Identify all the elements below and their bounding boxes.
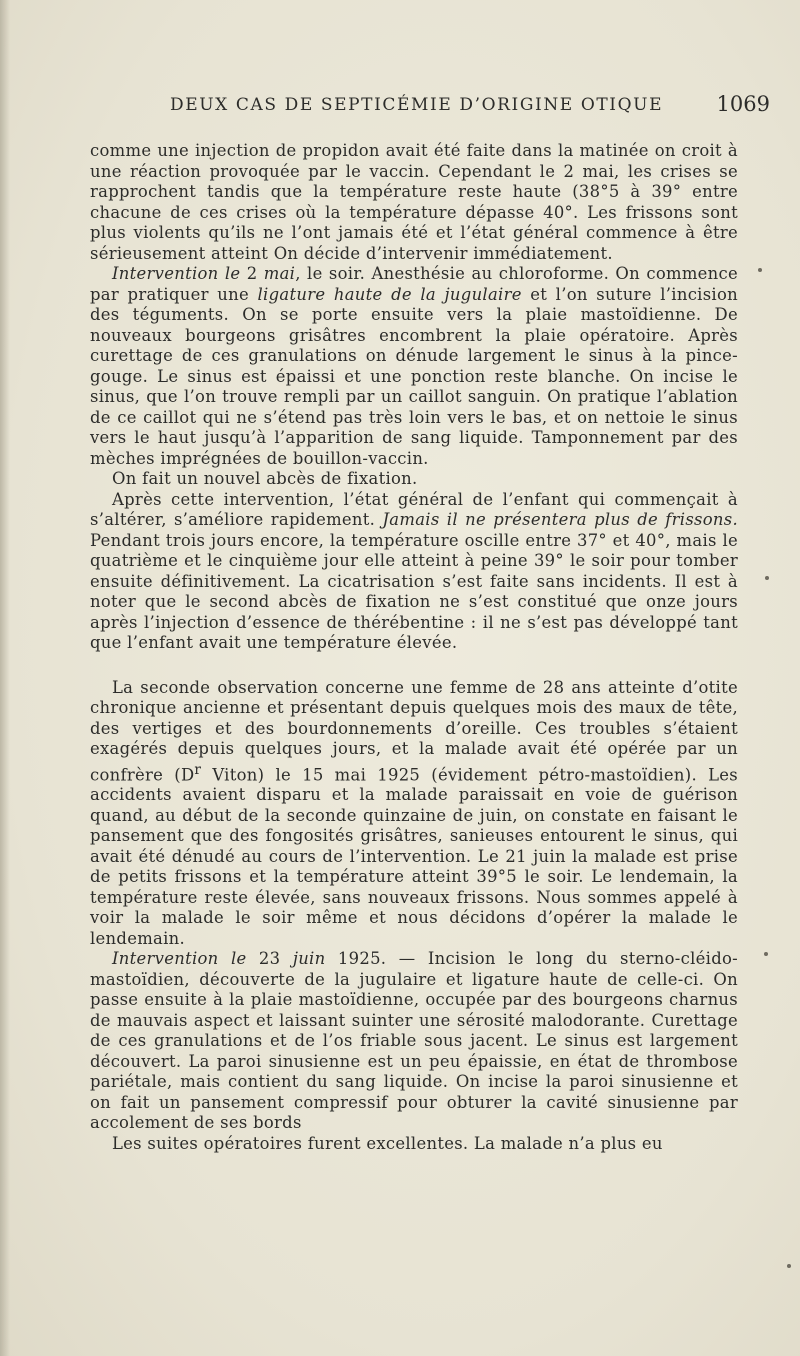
paragraph-4-text-a: Après cette intervention, l’état général de l’enfant qui commençait à s’altérer, s’améliore rapidement. [90,489,738,529]
page-number: 1069 [716,92,770,116]
doctor-superscript: r [194,761,202,778]
intervention-month-2: juin [292,949,326,969]
paragraph-5-text-b: Viton) le 15 mai 1925 (évidement pétro-mastoïdien). Les accidents avaient disparu et la malade paraissait en voie de guérison quand, au début de la seconde quinzaine de juin, on constate en faisant le pansement que des fongosités grisâtres, sanieuses entourent le sinus, qui avait été dénudé au cours de l’intervention. Le 21 juin la malade est prise de petits frissons et la température atteint 39°5 le soir. Le lendemain, la température reste élevée, sans nouveaux frissons. Nous sommes appelé à voir la malade le soir même et nous décidons d’opérer la malade le lendemain. [90,764,738,948]
intervention-heading: Intervention le [112,264,241,283]
paragraph-4-text-c: Pendant trois jours encore, la température oscille entre 37° et 40°, mais le quatrième et le cinquième jour elle atteint à peine 39° le soir pour tomber ensuite définitivement. La cicatrisation s’est faite sans incidents. Il est à noter que le second abcès de fixation ne s’est constitué que onze jours après l’injection d’essence de thérébentine : il ne s’est pas développé tant que l’enfant avait une température élevée. [90,530,738,652]
running-title: DEUX CAS DE SEPTICÉMIE D’ORIGINE OTIQUE [170,95,664,115]
paragraph-2 [90,264,738,469]
intervention-day-2: 23 [246,949,293,969]
paragraph-5-text-a: La seconde observation concerne une femme de 28 ans atteinte d’otite chronique ancienne et présentant depuis quelques mois des maux de tête, des vertiges et des bourdonnements d’oreille. Ces troubles s’étaient exagérés depuis quelques jours, et la malade avait été opérée par un confrère (D [90,677,738,784]
article-body [90,141,738,1154]
page-edge-shadow [0,0,10,1356]
intervention-heading-2: Intervention le [112,949,247,969]
paragraph-2-italic: ligature haute de la jugulaire [257,284,522,304]
paragraph-7: Les suites opératoires furent excellentes. La malade n’a plus eu [112,1133,663,1153]
paragraph-6 [90,949,738,1134]
paragraph-4 [90,490,738,654]
print-speck [764,952,768,956]
paragraph-3: On fait un nouvel abcès de fixation. [112,469,418,488]
paragraph-1: comme une injection de propidon avait été faite dans la matinée on croit à une réaction provoquée par le vaccin. Cependant le 2 mai, les crises se rapprochent tandis que la température reste haute (38°5 à 39° entre chacune de ces crises où la température dépasse 40°. Les frissons sont plus violents qu’ils ne l’ont jamais été et l’état général commence à être sérieusement atteint On décide d’intervenir immédiatement. [90,141,738,263]
paragraph-6-text-a: 1925. — Incision le long du sterno-cléido-mastoïdien, découverte de la jugulaire et ligature haute de celle-ci. On passe ensuite à la plaie mastoïdienne, occupée par des bourgeons charnus de mauvais aspect et laissant suinter une sérosité malodorante. Curettage de ces granulations et de l’os friable sous jacent. Le sinus est largement découvert. La paroi sinusienne est un peu épaissie, en état de thrombose pariétale, mais contient du sang liquide. On incise la paroi sinusienne et on fait un pansement compressif pour obturer la cavité sinusienne par accolement de ses bords [90,949,738,1133]
page-header [160,92,770,121]
print-speck [787,1264,791,1268]
paragraph-5 [90,678,738,950]
print-speck [758,268,762,272]
intervention-day: 2 [240,264,264,283]
paragraph-2-text-c: et l’on suture l’incision des téguments. On se porte ensuite vers la plaie mastoïdienne. De nouveaux bourgeons grisâtres encombrent la plaie opératoire. Après curettage de ces granulations on dénude largement le sinus à la pince-gouge. Le sinus est épaissi et une ponction reste blanche. On incise le sinus, que l’on trouve rempli par un caillot sanguin. On pratique l’ablation de ce caillot qui ne s’étend pas très loin vers le bas, et on nettoie le sinus vers le haut jusqu’à l’apparition de sang liquide. Tamponnement par des mèches imprégnées de bouillon-vaccin. [90,284,738,468]
paragraph-2-text-a: , le soir. Anesthésie au chloroforme. On commence par pratiquer une [90,264,739,304]
print-speck [765,576,769,580]
paragraph-4-italic: Jamais il ne présentera plus de frissons. [382,510,738,529]
intervention-month: mai [263,264,296,283]
